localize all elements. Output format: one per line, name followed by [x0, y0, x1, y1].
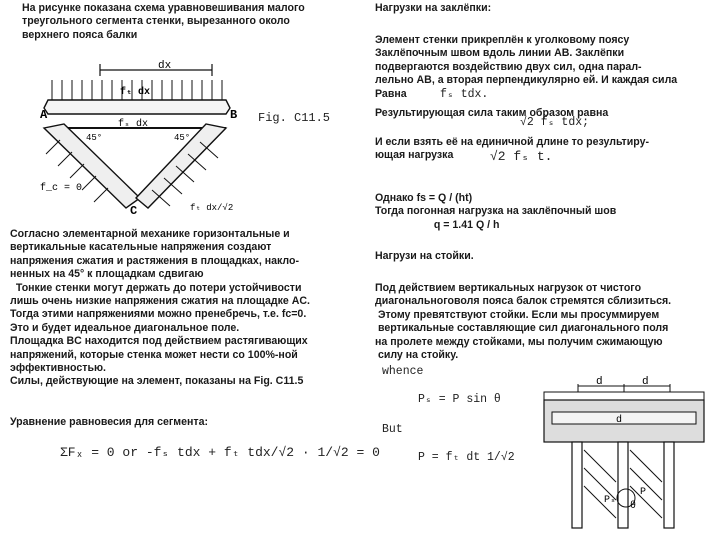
figure-label: Fig. C11.5 — [258, 111, 331, 125]
segment-figure — [40, 58, 310, 218]
heading-stiffeners: Нагрузи на стойки. — [375, 250, 474, 262]
point-b-label: B — [230, 108, 238, 122]
ft-dx-label: fₜ dx — [120, 87, 151, 98]
however-text: Однако fs = Q / (ht) Тогда погонная нагрузка на заклёпочный шов q = 1.41 Q / h — [375, 192, 617, 231]
dx-label: dx — [158, 60, 172, 72]
but-label: But — [382, 423, 403, 436]
d-left-label: d — [596, 376, 603, 388]
p-formula: P = fₜ dt 1/√2 — [418, 451, 515, 464]
resultant-label: Результирующая сила таким образом равна — [375, 107, 609, 119]
resultant-formula: √2 fₛ tdx; — [520, 116, 590, 129]
angle2-label: 45° — [174, 133, 191, 143]
point-c-label: C — [130, 204, 138, 218]
equilibrium-equation: ΣFₓ = 0 or -fₛ tdx + fₜ tdx/√2 · 1/√2 = 0 — [60, 445, 380, 460]
unit-length-text: И если взять её на единичной длине то результиру- ющая нагрузка — [375, 136, 650, 162]
force-formula: fₛ tdx. — [440, 88, 489, 101]
ps-label: Pₛ — [604, 495, 617, 506]
angle1-label: 45° — [86, 133, 103, 143]
stiffener-figure — [538, 378, 714, 534]
fs-dx-label: fₛ dx — [118, 119, 149, 130]
point-a-label: A — [40, 108, 48, 122]
figure-caption: На рисунке показана схема уравновешивания малого треугольного сегмента стенки, вырезанного около верхнего пояса балки — [22, 2, 305, 41]
ft-dx-sqrt2-label: fₜ dx/√2 — [190, 203, 234, 213]
rivets-text: Элемент стенки прикреплён к уголковому поясу Заклёпочным швом вдоль линии AB. Заклёпки подвергаются воздействию двух сил, одна парал- лельно AB, а вторая перпендикулярно ей. И каждая сила Равна — [375, 34, 678, 100]
body-paragraph: Согласно элементарной механике горизонтальные и вертикальные касательные напряжения создают напряжения сжатия и растяжения в площадках, накло- ненных на 45° к площадкам сдвигаю Тонкие стенки могут держать до потери устойчивости лишь очень низкие напряжения сжатия на площадке AC. Тогда этими напряжениями можно пренебречь, т.е. fc=0. Это и будет идеальное диагональное поле. Площадка BC находится под действием растягивающих напряжений, которые стенка может нести со 100%-ной эффективностью. Силы, действующие на элемент, показаны на Fig. C11.5 — [10, 228, 310, 388]
equilibrium-label: Уравнение равновесия для сегмента: — [10, 416, 209, 428]
ps-formula: Pₛ = P sin θ — [418, 393, 501, 406]
p-label: P — [640, 487, 647, 498]
theta-label: θ — [630, 501, 637, 512]
ft-zero-label: f_c = 0 — [40, 183, 83, 194]
stiffeners-text: Под действием вертикальных нагрузок от чистого диагональноговоля пояса балок стремятся сблизиться. Этому превятствуют стойки. Если мы просуммируем вертикальные составляющие сил диагонального поля на пролете между стойками, мы получим сжимающую силу на стойку. — [375, 282, 672, 362]
heading-rivets: Нагрузки на заклёпки: — [375, 2, 492, 14]
whence-label: whence — [382, 365, 424, 378]
unit-load-formula: √2 fₛ t. — [490, 149, 553, 164]
d-mid-label: d — [616, 415, 623, 426]
d-right-label: d — [642, 376, 649, 388]
